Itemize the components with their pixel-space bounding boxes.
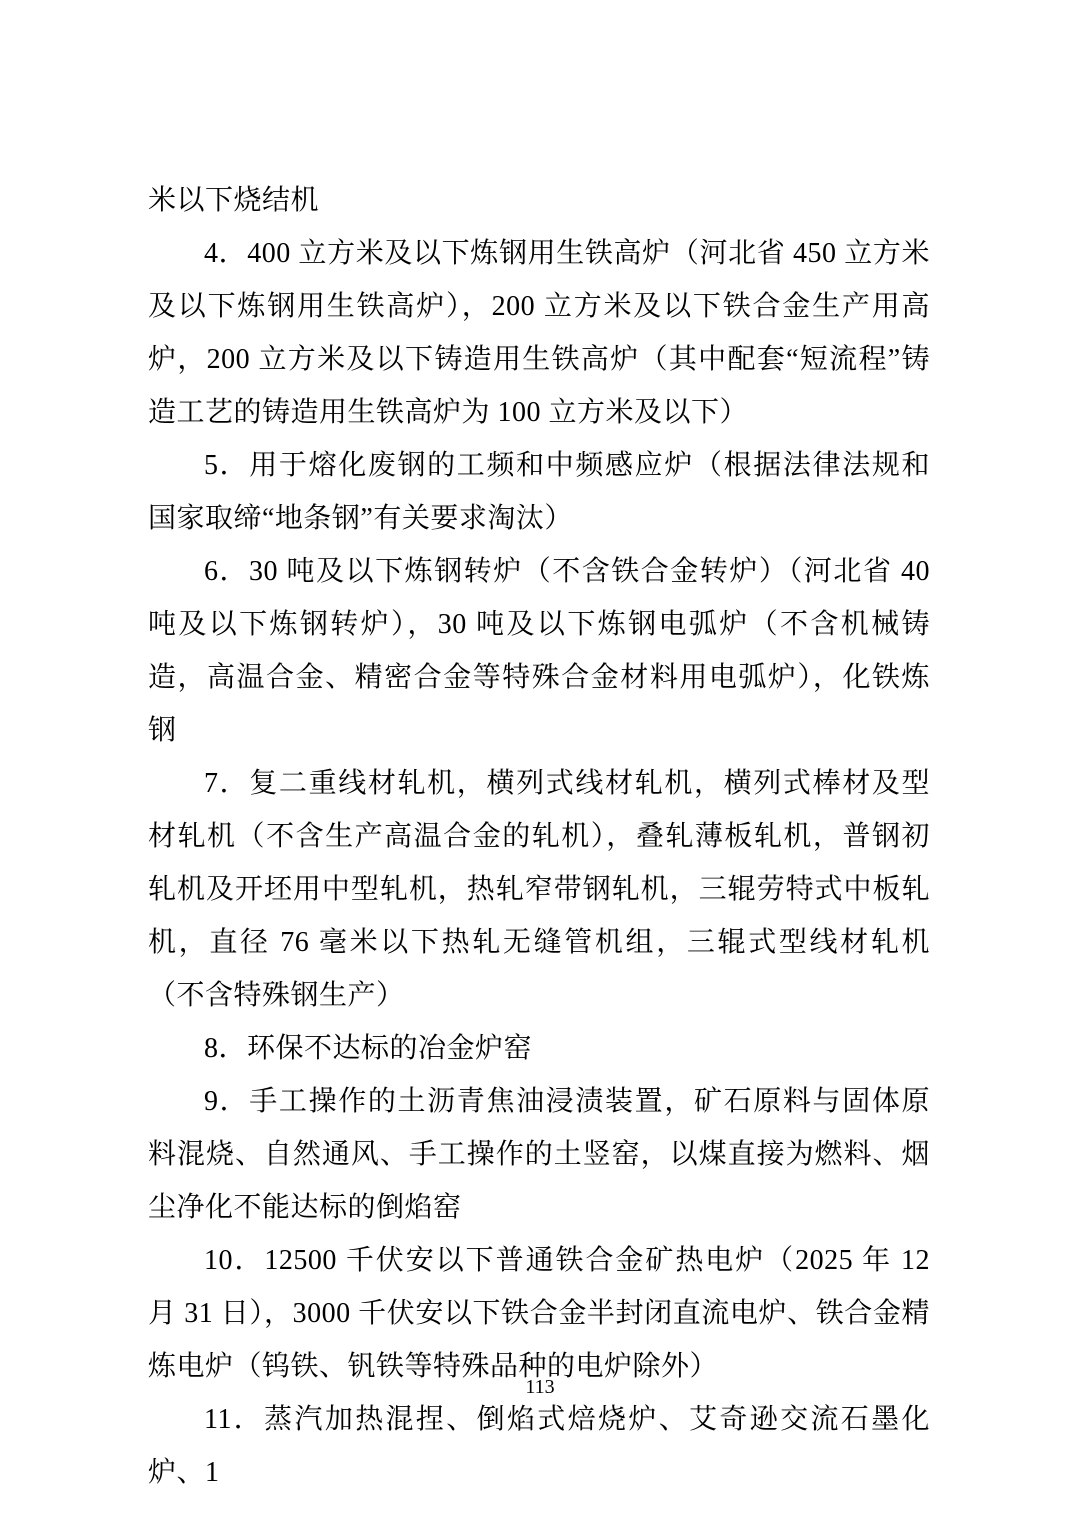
paragraph-item-8: 8．环保不达标的冶金炉窑 <box>204 1033 533 1064</box>
paragraph-item-10: 10．12500 千伏安以下普通铁合金矿热电炉（2025 年 12 月 31 日），3000 千伏安以下铁合金半封闭直流电炉、铁合金精炼电炉（钨铁、钒铁等特殊品种的电炉除外） <box>148 1245 930 1382</box>
paragraph-item-6: 6．30 吨及以下炼钢转炉（不含铁合金转炉）（河北省 40 吨及以下炼钢转炉），30 吨及以下炼钢电弧炉（不含机械铸造，高温合金、精密合金等特殊合金材料用电弧炉），化铁炼钢 <box>148 556 930 746</box>
paragraph-item-11: 11．蒸汽加热混捏、倒焰式焙烧炉、艾奇逊交流石墨化炉、1 <box>148 1404 930 1488</box>
paragraph-item-7: 7．复二重线材轧机，横列式线材轧机，横列式棒材及型材轧机（不含生产高温合金的轧机），叠轧薄板轧机，普钢初轧机及开坯用中型轧机，热轧窄带钢轧机，三辊劳特式中板轧机，直径 76 毫米以下热轧无缝管机组，三辊式型线材轧机（不含特殊钢生产） <box>148 768 930 1011</box>
paragraph-continuation: 米以下烧结机 <box>148 185 320 216</box>
paragraph-item-9: 9．手工操作的土沥青焦油浸渍装置，矿石原料与固体原料混烧、自然通风、手工操作的土竖窑，以煤直接为燃料、烟尘净化不能达标的倒焰窑 <box>148 1086 930 1223</box>
document-body <box>148 174 930 1499</box>
page-number: 113 <box>525 1376 555 1398</box>
paragraph-item-4: 4．400 立方米及以下炼钢用生铁高炉（河北省 450 立方米及以下炼钢用生铁高炉），200 立方米及以下铁合金生产用高炉，200 立方米及以下铸造用生铁高炉（其中配套“短流程”铸造工艺的铸造用生铁高炉为 100 立方米及以下） <box>148 238 930 428</box>
paragraph-item-5: 5．用于熔化废钢的工频和中频感应炉（根据法律法规和国家取缔“地条钢”有关要求淘汰） <box>148 450 930 534</box>
